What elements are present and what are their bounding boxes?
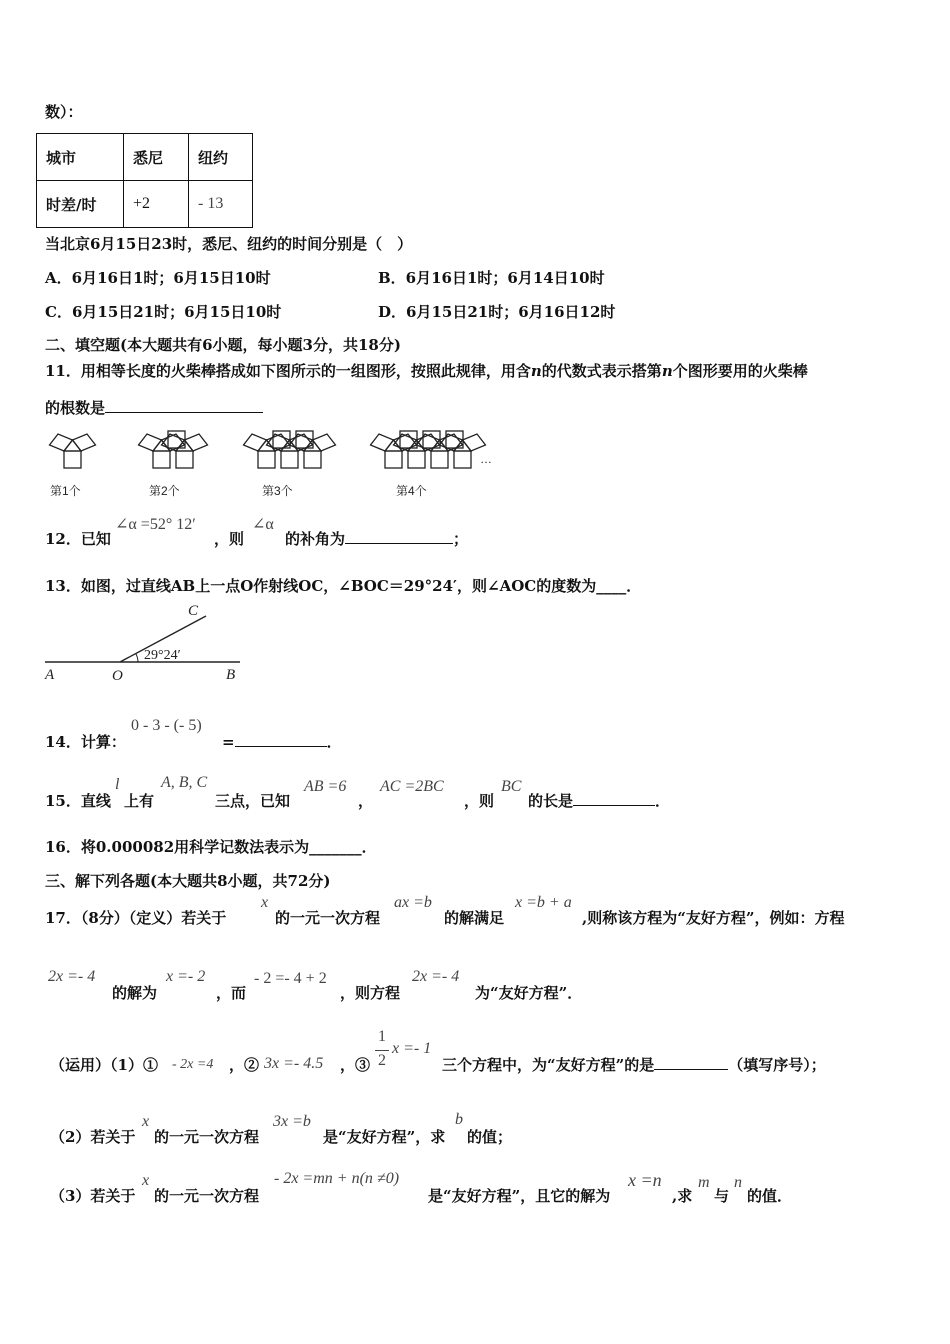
q12-angle-expr2: ∠α	[252, 516, 274, 533]
q17-example-eq2: 2x =- 4	[412, 968, 460, 985]
q17-eq-def: ax =b	[394, 894, 432, 911]
q15-points: A, B, C	[161, 774, 208, 791]
q17-use-a: （运用）（1）①	[50, 1056, 158, 1074]
section2-title: 二、填空题(本大题共有6小题，每小题3分，共18分)	[45, 336, 401, 354]
q17-s3-a: （3）若关于	[50, 1187, 136, 1205]
q17-text-b: 的一元一次方程	[275, 909, 381, 927]
q11-line1	[45, 360, 808, 381]
q11-answer-blank	[105, 398, 263, 413]
q10-tail: 数）：	[45, 103, 83, 121]
q14-expr: 0 - 3 - (- 5)	[131, 717, 202, 734]
q10-option-d: D．6月15日21时；6月16日12时	[378, 303, 616, 321]
angle-figure	[40, 598, 250, 688]
q12-text-a: 12．已知	[45, 530, 111, 548]
q17-text-h: 为“友好方程”．	[475, 984, 583, 1002]
table-cell: - 13	[189, 181, 253, 228]
q17-text-a: 17．（8分）（定义）若关于	[45, 909, 227, 927]
q12-complement-label: 的补角为	[285, 530, 346, 548]
q12-text-c	[285, 528, 468, 549]
q15-text-b: 上有	[124, 792, 155, 810]
q17-s2-a: （2）若关于	[50, 1128, 136, 1146]
q17-s3-e: 与	[714, 1187, 730, 1205]
q17-example-check: - 2 =- 4 + 2	[254, 970, 327, 987]
q17-s3-eq: - 2x =mn + n(n ≠0)	[274, 1170, 400, 1187]
table-cell: +2	[124, 181, 189, 228]
q17-answer-blank	[654, 1055, 728, 1070]
label-c: C	[188, 603, 199, 619]
q17-frac-num: 1	[378, 1028, 386, 1045]
q14-period: ．	[326, 733, 342, 751]
q15-text-c: 三点，已知	[215, 792, 291, 810]
q17-example-sol: x =- 2	[166, 968, 206, 985]
q17-condition: x =b + a	[515, 894, 572, 911]
figure-2	[139, 431, 208, 468]
q12-answer-blank	[345, 529, 453, 544]
q15-period: ．	[655, 792, 671, 810]
q15-answer-blank	[573, 791, 655, 806]
matchstick-figures	[40, 425, 510, 480]
q17-s3-c: 是“友好方程”，且它的解为	[428, 1187, 611, 1205]
q17-s2-eq: 3x =b	[273, 1113, 311, 1130]
q15-eq-ab: AB =6	[304, 778, 347, 795]
q17-use-d	[442, 1054, 826, 1075]
figure-caption-2: 第2个	[149, 484, 180, 498]
label-angle: 29°24′	[144, 648, 181, 663]
q17-s2-d: 的值；	[467, 1128, 513, 1146]
q17-s3-m: m	[698, 1174, 710, 1191]
q17-use-c: ，③	[340, 1056, 371, 1074]
q17-text-e: 的解为	[112, 984, 158, 1002]
q12-angle-expr: ∠α =52° 12′	[115, 516, 196, 533]
q14-text-a: 14．计算：	[45, 733, 126, 751]
q17-use-eq3: x =- 1	[392, 1040, 432, 1057]
q11-text-c: 个图形要用的火柴棒	[672, 362, 808, 380]
q17-s2-c: 是“友好方程”，求	[323, 1128, 446, 1146]
q10-question: 当北京6月15日23时，悉尼、纽约的时间分别是（ ）	[45, 235, 413, 253]
q10-option-c: C．6月15日21时；6月15日10时	[45, 303, 282, 321]
q17-s3-d: ,求	[672, 1187, 693, 1205]
q17-s3-b: 的一元一次方程	[154, 1187, 260, 1205]
q11-var-n: n	[530, 362, 542, 380]
label-o: O	[112, 668, 123, 684]
q11-var-n2: n	[661, 362, 673, 380]
q14-answer	[222, 731, 342, 752]
q17-text-g: ，则方程	[340, 984, 401, 1002]
q17-use-b: ，②	[229, 1056, 260, 1074]
table-cell: 城市	[37, 134, 124, 181]
figure-3	[244, 431, 336, 468]
q17-use-eq1: - 2x =4	[172, 1057, 214, 1072]
q12-text-b: ，则	[214, 530, 245, 548]
angle-arc	[136, 654, 138, 662]
q17-text-f: ，而	[216, 984, 247, 1002]
q17-text-c: 的解满足	[444, 909, 505, 927]
q11-text-b: 的代数式表示搭第	[541, 362, 662, 380]
q14-answer-blank	[235, 732, 327, 747]
figure-caption-3: 第3个	[262, 484, 293, 498]
q17-use-e-text: （填写序号）；	[728, 1056, 826, 1074]
q17-s3-x: x	[142, 1172, 150, 1189]
figure-1	[50, 434, 96, 468]
timezone-table	[36, 133, 253, 228]
q11-text-a: 11．用相等长度的火柴棒搭成如下图所示的一组图形，按照此规律，用含	[45, 362, 531, 380]
q17-use-eq2: 3x =- 4.5	[264, 1055, 324, 1072]
q17-s3-f: 的值．	[747, 1187, 793, 1205]
q17-text-d: ,则称该方程为“友好方程”，例如：方程	[582, 909, 845, 927]
q15-text-e	[528, 790, 670, 811]
label-b: B	[226, 667, 236, 683]
q16-text: 16．将0.000082用科学记数法表示为_______．	[45, 838, 377, 856]
q11-text-d: 的根数是	[45, 399, 106, 417]
q10-option-a: A．6月16日1时；6月15日10时	[45, 269, 271, 287]
table-cell: 纽约	[189, 134, 253, 181]
fraction-bar	[375, 1050, 389, 1051]
q17-s3-n: n	[734, 1174, 742, 1191]
q17-s2-x: x	[142, 1113, 150, 1130]
q15-text-d: ，则	[464, 792, 495, 810]
q17-s3-sol: x =n	[628, 1170, 662, 1190]
figure-caption-1: 第1个	[50, 484, 81, 498]
table-row	[37, 181, 253, 228]
table-header-row	[37, 134, 253, 181]
q17-use-d-text: 三个方程中，为“友好方程”的是	[442, 1056, 655, 1074]
q15-bc: BC	[501, 778, 522, 795]
table-cell: 时差/时	[37, 181, 124, 228]
q15-comma: ，	[358, 792, 374, 810]
table-cell: 悉尼	[124, 134, 189, 181]
q15-text-a: 15．直线	[45, 792, 111, 810]
figure-4	[371, 431, 486, 468]
q17-var-x: x	[261, 894, 269, 911]
q11-line2	[45, 397, 263, 418]
q10-option-b: B．6月16日1时；6月14日10时	[378, 269, 605, 287]
q17-s2-b: 的一元一次方程	[154, 1128, 260, 1146]
label-a: A	[45, 667, 55, 683]
q12-semicolon: ；	[453, 530, 469, 548]
q15-length-label: 的长是	[528, 792, 574, 810]
q15-eq-ac: AC =2BC	[380, 778, 444, 795]
figure-ellipsis: …	[480, 452, 494, 466]
q14-equals: =	[222, 733, 235, 751]
q17-frac-den: 2	[378, 1052, 386, 1069]
figure-caption-4: 第4个	[396, 484, 427, 498]
q13-text: 13．如图，过直线AB上一点O作射线OC，∠BOC＝29°24′，则∠AOC的度数为____．	[45, 577, 642, 595]
section3-title: 三、解下列各题(本大题共8小题，共72分)	[45, 872, 331, 890]
q17-example-eq: 2x =- 4	[48, 968, 96, 985]
q15-line-l: l	[115, 776, 120, 793]
q17-s2-b-var: b	[455, 1111, 463, 1128]
